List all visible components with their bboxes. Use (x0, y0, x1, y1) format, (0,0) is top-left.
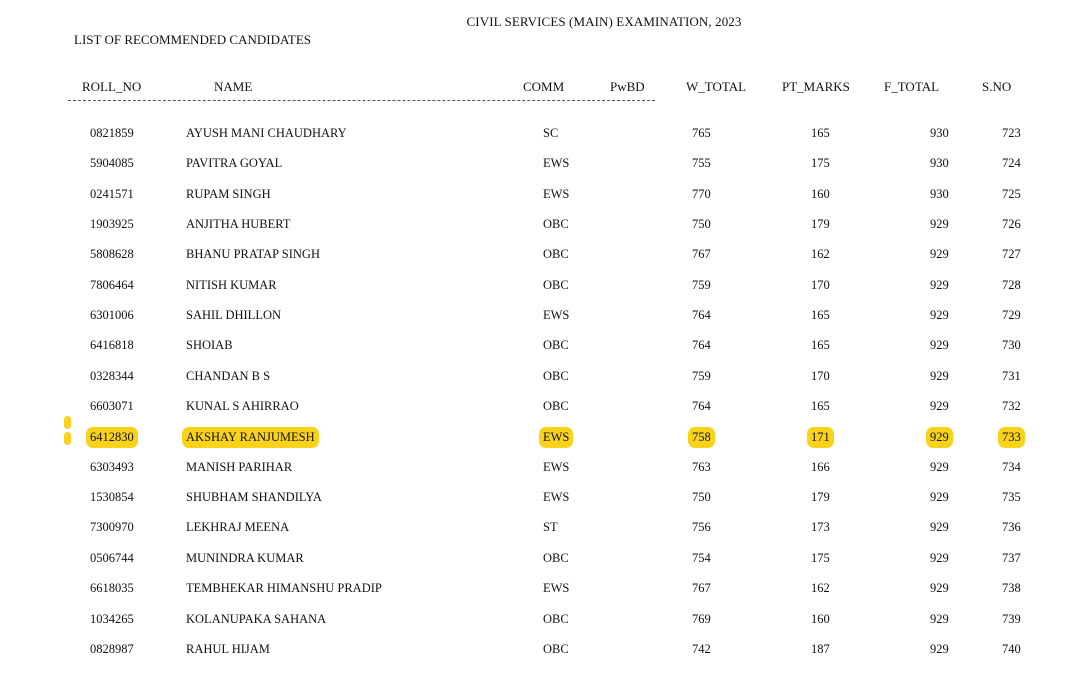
cell-f-total: 929 (930, 459, 949, 474)
cell-comm: OBC (543, 217, 569, 232)
cell-w-total: 767 (692, 247, 711, 262)
cell-pt-marks: 165 (811, 399, 830, 414)
cell-w-total: 755 (692, 156, 711, 171)
cell-f-total: 929 (930, 217, 949, 232)
cell-w-total: 754 (692, 550, 711, 565)
cell-s-no: 738 (1002, 581, 1021, 596)
cell-comm: EWS (543, 459, 570, 474)
cell-s-no: 735 (1002, 490, 1021, 505)
cell-name: CHANDAN B S (186, 368, 271, 383)
table-row (0, 610, 1068, 640)
cell-f-total: 930 (930, 156, 949, 171)
cell-pt-marks: 162 (811, 247, 830, 262)
cell-comm: EWS (543, 581, 570, 596)
cell-f-total: 929 (930, 581, 949, 596)
cell-w-total: 756 (692, 520, 711, 535)
cell-roll-no: 6618035 (90, 581, 134, 596)
cell-name: SAHIL DHILLON (186, 308, 282, 323)
table-row (0, 549, 1068, 579)
cell-pt-marks: 166 (811, 459, 830, 474)
cell-s-no: 728 (1002, 277, 1021, 292)
header-pt-marks: PT_MARKS (782, 79, 850, 94)
cell-roll-no: 0821859 (90, 126, 134, 140)
header-divider (68, 100, 655, 101)
cell-name: BHANU PRATAP SINGH (186, 247, 320, 262)
cell-s-no: 733 (998, 427, 1025, 448)
table-row (0, 306, 1068, 336)
cell-s-no: 740 (1002, 641, 1021, 656)
table-row (0, 185, 1068, 215)
cell-f-total: 930 (930, 186, 949, 201)
cell-comm: OBC (543, 368, 569, 383)
table-row (0, 518, 1068, 548)
cell-name: PAVITRA GOYAL (186, 156, 283, 171)
cell-name: MUNINDRA KUMAR (186, 550, 304, 565)
table-row (0, 245, 1068, 275)
list-title: LIST OF RECOMMENDED CANDIDATES (74, 32, 312, 47)
cell-roll-no: 0241571 (90, 186, 134, 201)
cell-comm: OBC (543, 247, 569, 262)
cell-s-no: 726 (1002, 217, 1021, 232)
table-row (0, 124, 1068, 154)
cell-pt-marks: 179 (811, 217, 830, 232)
cell-s-no: 737 (1002, 550, 1021, 565)
cell-f-total: 929 (930, 277, 949, 292)
cell-s-no: 727 (1002, 247, 1021, 262)
cell-roll-no: 1034265 (90, 611, 134, 626)
cell-pt-marks: 162 (811, 581, 830, 596)
cell-pt-marks: 187 (811, 641, 830, 656)
cell-s-no: 729 (1002, 308, 1021, 323)
cell-comm: OBC (543, 277, 569, 292)
header-roll-no: ROLL_NO (82, 79, 142, 94)
cell-name: KOLANUPAKA SAHANA (186, 611, 327, 626)
cell-f-total: 930 (930, 126, 949, 140)
cell-w-total: 750 (692, 490, 711, 505)
cell-w-total: 763 (692, 459, 711, 474)
table-row (0, 276, 1068, 306)
cell-pt-marks: 170 (811, 277, 830, 292)
cell-w-total: 764 (692, 338, 711, 353)
cell-w-total: 742 (692, 641, 711, 656)
cell-roll-no: 7300970 (90, 520, 134, 535)
cell-roll-no: 0506744 (90, 550, 134, 565)
cell-name: TEMBHEKAR HIMANSHU PRADIP (186, 581, 382, 596)
cell-pt-marks: 175 (811, 156, 830, 171)
cell-pt-marks: 165 (811, 308, 830, 323)
cell-w-total: 764 (692, 399, 711, 414)
cell-s-no: 730 (1002, 338, 1021, 353)
cell-w-total: 765 (692, 126, 711, 140)
cell-name: ANJITHA HUBERT (186, 217, 291, 232)
cell-name: LEKHRAJ MEENA (186, 520, 290, 535)
header-s-no: S.NO (982, 79, 1012, 94)
cell-comm: OBC (543, 550, 569, 565)
table-row-highlighted (0, 427, 1068, 457)
cell-roll-no: 6412830 (86, 427, 138, 448)
table-row (0, 579, 1068, 609)
cell-s-no: 723 (1002, 126, 1021, 140)
cell-name: SHOIAB (186, 338, 233, 353)
cell-comm: EWS (543, 490, 570, 505)
cell-w-total: 750 (692, 217, 711, 232)
cell-roll-no: 5904085 (90, 156, 134, 171)
cell-f-total: 929 (930, 520, 949, 535)
cell-comm: OBC (543, 399, 569, 414)
cell-roll-no: 1530854 (90, 490, 134, 505)
cell-roll-no: 6303493 (90, 459, 134, 474)
cell-comm: SC (543, 126, 559, 140)
cell-comm: OBC (543, 641, 569, 656)
cell-f-total: 929 (930, 550, 949, 565)
cell-pt-marks: 160 (811, 611, 830, 626)
cell-pt-marks: 171 (807, 427, 834, 448)
cell-f-total: 929 (930, 368, 949, 383)
table-row (0, 458, 1068, 488)
header-name: NAME (214, 79, 253, 94)
cell-pt-marks: 165 (811, 126, 830, 140)
cell-w-total: 759 (692, 368, 711, 383)
cell-comm: EWS (543, 186, 570, 201)
cell-pt-marks: 175 (811, 550, 830, 565)
cell-s-no: 739 (1002, 611, 1021, 626)
cell-comm: EWS (543, 308, 570, 323)
cell-w-total: 769 (692, 611, 711, 626)
table-row (0, 397, 1068, 427)
cell-w-total: 759 (692, 277, 711, 292)
table-row (0, 367, 1068, 397)
cell-roll-no: 1903925 (90, 217, 134, 232)
cell-name: MANISH PARIHAR (186, 459, 293, 474)
cell-s-no: 734 (1002, 459, 1021, 474)
cell-s-no: 731 (1002, 368, 1021, 383)
cell-s-no: 732 (1002, 399, 1021, 414)
cell-roll-no: 5808628 (90, 247, 134, 262)
cell-w-total: 758 (688, 427, 715, 448)
cell-roll-no: 0828987 (90, 641, 134, 656)
cell-name: AKSHAY RANJUMESH (182, 427, 319, 448)
cell-name: RUPAM SINGH (186, 186, 271, 201)
candidate-table-body (0, 124, 1068, 670)
cell-comm: OBC (543, 611, 569, 626)
table-header-row (0, 78, 1068, 96)
cell-f-total: 929 (930, 490, 949, 505)
cell-pt-marks: 179 (811, 490, 830, 505)
cell-f-total: 929 (926, 427, 953, 448)
cell-s-no: 736 (1002, 520, 1021, 535)
cell-f-total: 929 (930, 338, 949, 353)
document-title: CIVIL SERVICES (MAIN) EXAMINATION, 2023 (466, 14, 742, 29)
cell-comm: OBC (543, 338, 569, 353)
cell-f-total: 929 (930, 308, 949, 323)
cell-f-total: 929 (930, 399, 949, 414)
table-row (0, 488, 1068, 518)
cell-pt-marks: 165 (811, 338, 830, 353)
cell-comm: ST (543, 520, 558, 535)
table-row (0, 640, 1068, 670)
cell-f-total: 929 (930, 641, 949, 656)
cell-roll-no: 6603071 (90, 399, 134, 414)
cell-s-no: 725 (1002, 186, 1021, 201)
cell-roll-no: 6416818 (90, 338, 134, 353)
cell-pt-marks: 173 (811, 520, 830, 535)
cell-f-total: 929 (930, 247, 949, 262)
cell-comm: EWS (539, 427, 573, 448)
cell-pt-marks: 160 (811, 186, 830, 201)
cell-name: KUNAL S AHIRRAO (186, 399, 299, 414)
table-row (0, 336, 1068, 366)
cell-name: AYUSH MANI CHAUDHARY (186, 126, 347, 140)
cell-name: SHUBHAM SHANDILYA (186, 490, 322, 505)
cell-w-total: 764 (692, 308, 711, 323)
cell-roll-no: 7806464 (90, 277, 134, 292)
header-comm: COMM (523, 79, 565, 94)
cell-roll-no: 0328344 (90, 368, 134, 383)
cell-comm: EWS (543, 156, 570, 171)
table-row (0, 215, 1068, 245)
cell-roll-no: 6301006 (90, 308, 134, 323)
cell-name: NITISH KUMAR (186, 277, 277, 292)
cell-s-no: 724 (1002, 156, 1021, 171)
cell-name: RAHUL HIJAM (186, 641, 270, 656)
cell-pt-marks: 170 (811, 368, 830, 383)
header-pwbd: PwBD (610, 79, 645, 94)
table-row (0, 154, 1068, 184)
cell-f-total: 929 (930, 611, 949, 626)
header-w-total: W_TOTAL (686, 79, 747, 94)
cell-w-total: 767 (692, 581, 711, 596)
header-f-total: F_TOTAL (884, 79, 940, 94)
cell-w-total: 770 (692, 186, 711, 201)
